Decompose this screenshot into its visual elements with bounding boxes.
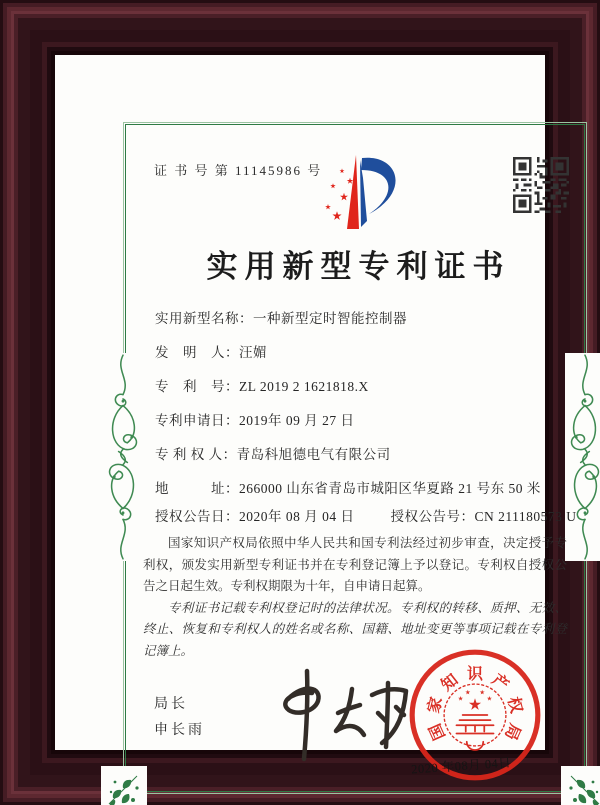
field-label: 专 利 号： bbox=[155, 379, 239, 394]
seal-char: 国 bbox=[426, 720, 449, 743]
field-value: 一种新型定时智能控制器 bbox=[253, 311, 407, 326]
seal-date: 2020 年08月 04日 bbox=[410, 755, 512, 777]
grant-row bbox=[155, 505, 577, 525]
seal-char: 产 bbox=[488, 671, 512, 695]
signer-title: 局长 bbox=[154, 695, 188, 711]
seal-char: 权 bbox=[504, 695, 525, 715]
field-value: 青岛科旭德电气有限公司 bbox=[236, 447, 391, 462]
bottom-right-floral-icon bbox=[561, 766, 600, 805]
field-label: 专利申请日： bbox=[155, 413, 239, 428]
grant-no-value: CN 211180573 U bbox=[474, 509, 577, 524]
seal-char: 局 bbox=[501, 720, 524, 743]
field-label: 实用新型名称： bbox=[155, 311, 253, 326]
field-row-filing-date bbox=[155, 409, 575, 443]
field-row-patent-no bbox=[155, 375, 575, 409]
field-row-patentee bbox=[155, 443, 575, 477]
field-label: 发 明 人： bbox=[155, 345, 239, 360]
seal-char: 识 bbox=[467, 665, 483, 683]
grant-date-label: 授权公告日： bbox=[155, 509, 239, 524]
qr-code-icon bbox=[513, 157, 569, 213]
field-list bbox=[155, 307, 575, 511]
grant-date-value: 2020年 08 月 04 日 bbox=[239, 509, 355, 524]
certificate-page bbox=[55, 55, 577, 777]
field-value: 2019年 09 月 27 日 bbox=[239, 413, 355, 428]
field-value: ZL 2019 2 1621818.X bbox=[239, 379, 369, 394]
field-label: 地 址： bbox=[155, 481, 239, 496]
cnipa-logo-icon bbox=[303, 149, 407, 239]
legal-text bbox=[143, 533, 567, 662]
field-row-name bbox=[155, 307, 575, 341]
certificate-number: 证 书 号 第 11145986 号 bbox=[154, 163, 323, 178]
paragraph-1: 国家知识产权局依照中华人民共和国专利法经过初步审查，决定授予专利权，颁发实用新型专利证书并在专利登记簿上予以登记。专利权自授权公告之日起生效。专利权期限为十年，自申请日起算。 bbox=[143, 536, 567, 593]
field-label: 专 利 权 人： bbox=[155, 447, 237, 462]
seal-char: 家 bbox=[425, 695, 446, 715]
page-title: 实用新型专利证书 bbox=[206, 249, 511, 284]
bottom-left-floral-icon bbox=[101, 766, 147, 805]
paragraph-2: 专利证书记载专利权登记时的法律状况。专利权的转移、质押、无效、终止、恢复和专利权人的姓名或名称、国籍、地址变更等事项记载在专利登记簿上。 bbox=[143, 600, 567, 658]
field-row-inventor bbox=[155, 341, 575, 375]
signer-name: 申长雨 bbox=[154, 721, 205, 737]
seal-char: 知 bbox=[438, 671, 462, 695]
field-value: 266000 山东省青岛市城阳区华夏路 21 号东 50 米 bbox=[239, 481, 541, 496]
director-signature-icon bbox=[260, 661, 410, 766]
left-flourish-icon bbox=[103, 353, 143, 561]
field-value: 汪媚 bbox=[239, 345, 267, 360]
grant-no-label: 授权公告号： bbox=[390, 509, 475, 524]
